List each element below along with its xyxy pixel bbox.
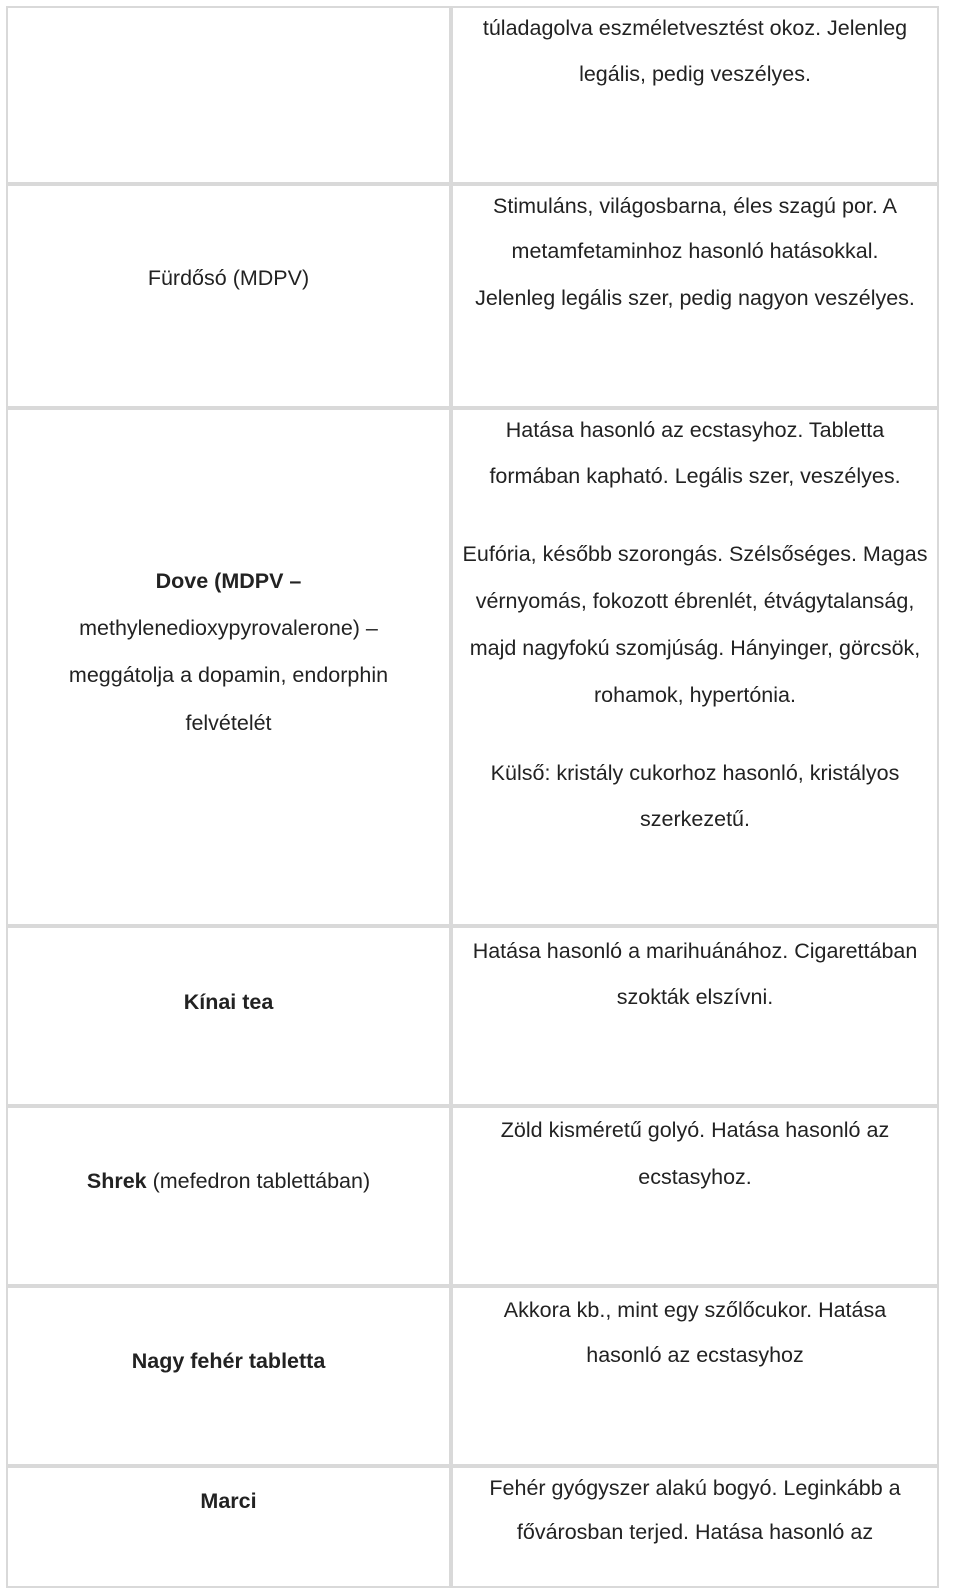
description-line: Fehér gyógyszer alakú bogyó. Leginkább a: [489, 1476, 901, 1500]
table-cell-description: [451, 926, 939, 1106]
substance-name: Dove (MDPV –: [155, 569, 302, 593]
description-line: Eufória, később szorongás. Szélsőséges. Magas: [462, 542, 928, 566]
description-line: legális, pedig veszélyes.: [579, 62, 811, 86]
table-cell-name: [6, 408, 451, 926]
substance-name-detail: (mefedron tablettában): [146, 1169, 371, 1193]
substance-name-bold: Shrek: [86, 1169, 147, 1193]
substance-name: Marci: [200, 1489, 257, 1513]
table-cell-description: [451, 408, 939, 926]
description-line: vérnyomás, fokozott ébrenlét, étvágytalanság,: [475, 589, 915, 613]
table-cell-name: [6, 6, 451, 184]
table-cell-description: [451, 1466, 939, 1588]
description-line: Akkora kb., mint egy szőlőcukor. Hatása: [503, 1298, 887, 1322]
description-line: Külső: kristály cukorhoz hasonló, kristályos: [490, 761, 900, 785]
substance-name: Kínai tea: [183, 990, 274, 1014]
table-cell-description: [451, 1286, 939, 1466]
description-line: ecstasyhoz.: [638, 1165, 752, 1189]
description-line: Hatása hasonló az ecstasyhoz. Tabletta: [505, 418, 885, 442]
description-line: majd nagyfokú szomjúság. Hányinger, görcsök,: [469, 636, 921, 660]
description-line: Jelenleg legális szer, pedig nagyon veszélyes.: [475, 286, 915, 310]
description-line: Stimuláns, világosbarna, éles szagú por. A: [493, 194, 897, 218]
description-line: Hatása hasonló a marihuánához. Cigarettában: [472, 939, 918, 963]
substance-name: [8, 1170, 449, 1192]
table-cell-name: [6, 926, 451, 1106]
description-line: rohamok, hypertónia.: [594, 683, 796, 707]
description-line: fővárosban terjed. Hatása hasonló az: [516, 1520, 874, 1544]
description-line: metamfetaminhoz hasonló hatásokkal.: [511, 239, 879, 263]
description-line: Zöld kisméretű golyó. Hatása hasonló az: [500, 1118, 890, 1142]
table-cell-name: [6, 1286, 451, 1466]
substance-name: Fürdősó (MDPV): [147, 266, 310, 290]
substance-name: Nagy fehér tabletta: [131, 1349, 326, 1373]
table-cell-name: [6, 1106, 451, 1286]
table-cell-name: [6, 184, 451, 408]
table-cell-name: [6, 1466, 451, 1588]
description-line: hasonló az ecstasyhoz: [586, 1343, 804, 1367]
substance-name-detail: felvételét: [185, 711, 272, 735]
description-line: formában kapható. Legális szer, veszélyes.: [489, 464, 901, 488]
description-line: szokták elszívni.: [616, 985, 774, 1009]
table-cell-description: [451, 6, 939, 184]
description-line: túladagolva eszméletvesztést okoz. Jelenleg: [482, 16, 908, 40]
description-line: szerkezetű.: [640, 807, 750, 831]
substance-name-detail: meggátolja a dopamin, endorphin: [68, 663, 389, 687]
table-cell-description: [451, 1106, 939, 1286]
substance-name-detail: methylenedioxypyrovalerone) –: [79, 616, 378, 640]
table-cell-description: [451, 184, 939, 408]
